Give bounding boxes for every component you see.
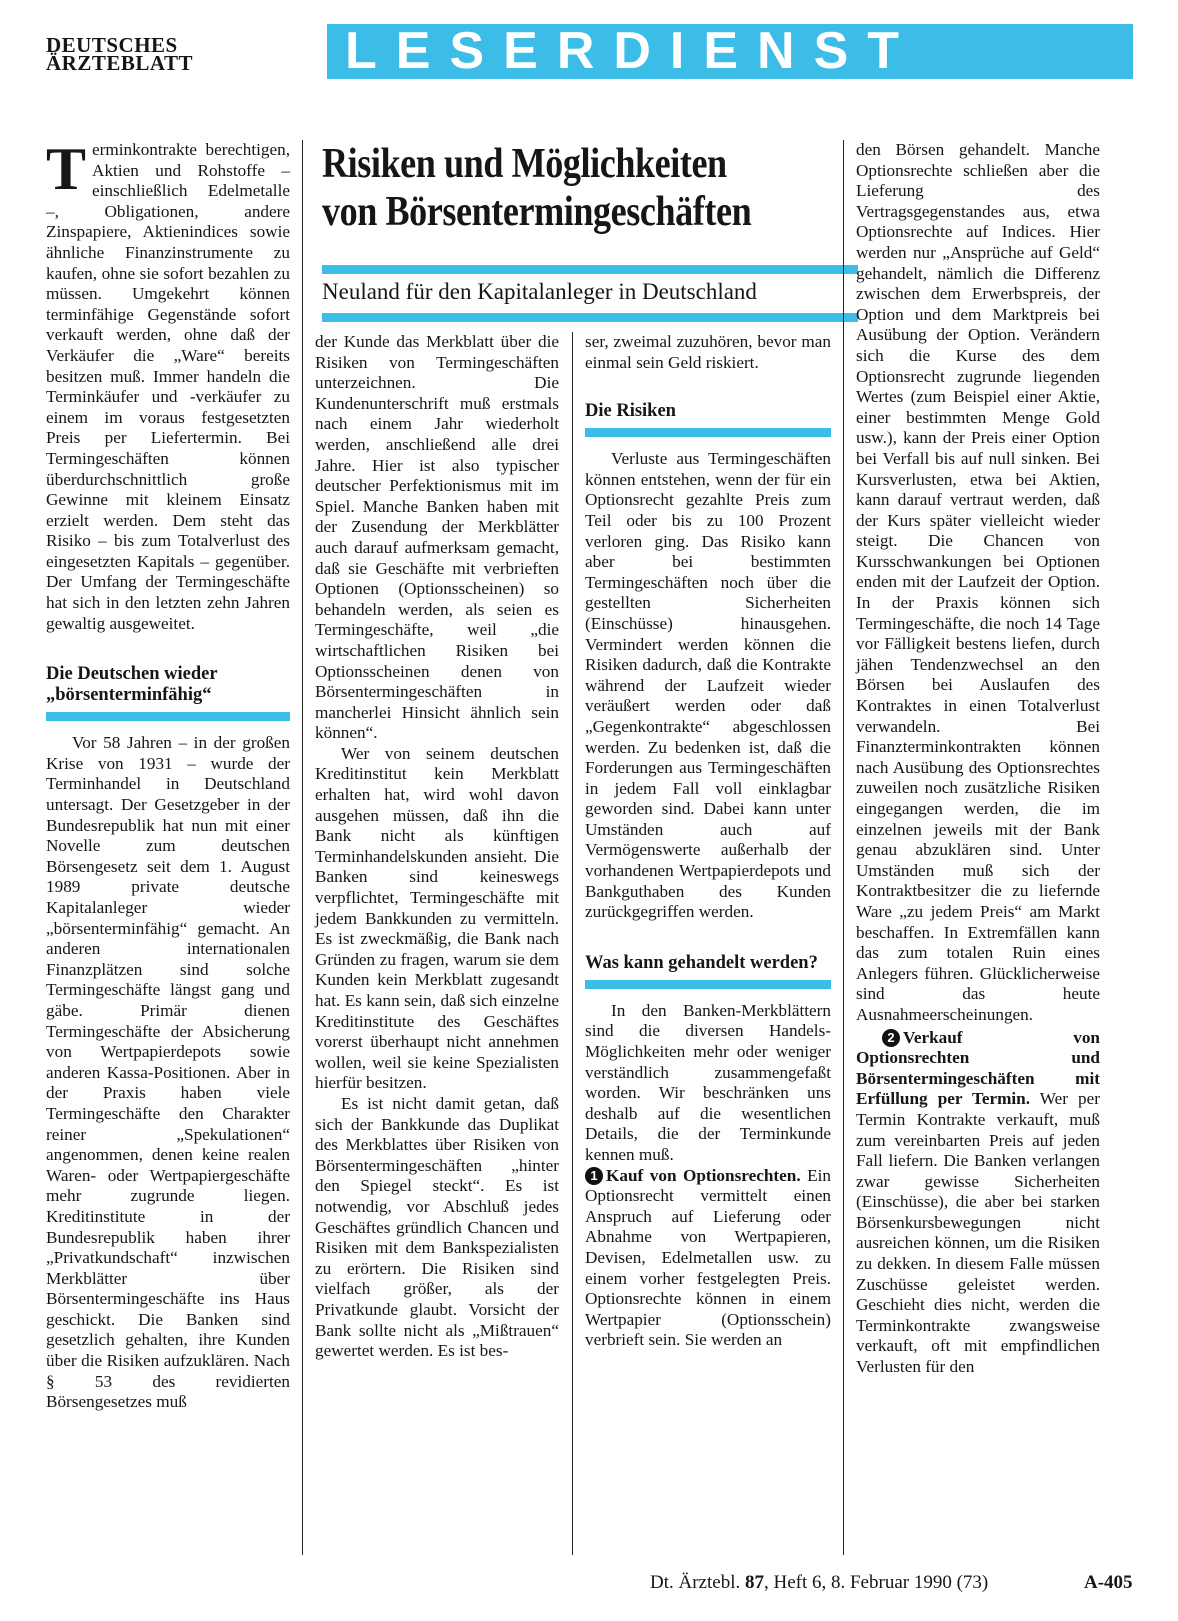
citation-prefix: Dt. Ärztebl. bbox=[650, 1572, 745, 1593]
drop-cap: T bbox=[46, 136, 87, 202]
title-line2: von Börsentermingeschäften bbox=[322, 189, 752, 235]
paragraph: Es ist nicht damit getan, daß sich der Bankkunde das Duplikat des Merkblattes über Risiken von Börsentermingeschäften „hinter den Spiegel steckt“. Es ist notwendig, vor Abschluß jedes Geschäftes gründlich Chancen und Risiken mit dem Bankspezialisten zu erörtern. Die Risiken sind vielfach größer, als der Privatkunde glaubt. Vorsicht der Bank sollte nicht als „Mißtrauen“ gewertet werden. Es ist bes- bbox=[315, 1093, 559, 1361]
paragraph: ser, zweimal zuzuhören, bevor man einmal sein Geld riskiert. bbox=[585, 332, 831, 372]
number-badge: 1 bbox=[585, 1167, 603, 1185]
page-number: A-405 bbox=[1084, 1572, 1133, 1593]
list-item-text: Ein Optionsrecht vermittelt einen Anspruch auf Lieferung oder Abnahme von Wertpapieren, Devisen, Edelmetallen usw. zu einem vorher festgelegten Preis. Optionsrechte können in einem Wertpapier (Optionsschein) verbrieft sein. Sie werden an bbox=[585, 1165, 831, 1350]
journal-logo bbox=[46, 33, 193, 75]
accent-bar bbox=[585, 980, 831, 989]
column-rule bbox=[572, 332, 573, 1555]
paragraph: den Börsen gehandelt. Manche Optionsrechte schließen aber die Lieferung des Vertragsgegenstandes aus, etwa Optionsrechte auf Indices. Hier werden nur „Ansprüche auf Geld“ gehandelt, nämlich die Differenz zwischen dem Erwerbspreis, der Option und dem Marktpreis bei Ausübung der Option. Verändern sich die Kurse des dem Optionsrecht zugrunde liegenden Wertes (zum Beispiel einer Aktie, einer bestimmten Menge Gold usw.), kann der Preis einer Option bei Verfall bis auf null sinken. Bei Kursverlusten, etwa bei Aktien, kann darauf vertraut werden, daß der Kurs später vielleicht wieder steigt. Die Chancen von Kursschwankungen bei Optionen enden mit der Laufzeit der Option. In der Praxis können sich Termingeschäfte, die noch 14 Tage vor Fälligkeit bestens liefen, durch jähen Tendenzwechsel an den Börsen bei Auslaufen des Kontraktes in einen Totalverlust verwandeln. Bei Finanzterminkontrakten können nach Ausübung des Optionsrechtes zuweilen noch zusätzliche Risiken eingegangen werden, die im einzelnen jeweils mit der Bank genau abzuklären sind. Unter Umständen muß sich der Kontraktbesitzer die zu liefernde Ware „zu jedem Preis“ am Markt beschaffen. In Extremfällen kann das zum totalen Ruin eines Anlegers führen. Glücklicherweise sind das heute Ausnahmeerscheinungen. bbox=[856, 140, 1100, 1024]
list-item-heading: Verkauf von Optionsrechten und Börsentermingeschäften mit Erfüllung per Termin. bbox=[856, 1027, 1100, 1109]
paragraph: In den Banken-Merkblättern sind die diversen Handels-Möglichkeiten mehr oder weniger verständlich zusammengefaßt worden. Wir beschränken uns deshalb auf die wesentlichen Details, die der Terminkunde kennen muß. bbox=[585, 1000, 831, 1164]
column-4 bbox=[856, 140, 1100, 1378]
subheading-handel: Was kann gehandelt werden? bbox=[585, 952, 818, 973]
column-2 bbox=[315, 332, 559, 1362]
citation-footer bbox=[650, 1572, 988, 1594]
paragraph: Wer von seinem deutschen Kreditinstitut kein Merkblatt erhalten hat, wird wohl davon ausgehen müssen, daß ihn die Bank nicht als künftigen Terminhandelskunden ansieht. Die Banken sind keineswegs verpflichtet, Termingeschäfte mit jedem Bankkunden zu vermitteln. Es ist zweckmäßig, die Bank nach Gründen zu fragen, warum sie dem Kunden kein Merkblatt zugesandt hat. Es kann sein, daß sich einzelne Kreditinstitute des Geschäftes vorerst überhaupt nicht annehmen wollen, weil sie keine Spezialisten hierfür besitzen. bbox=[315, 743, 559, 1093]
section-banner bbox=[327, 24, 1133, 79]
list-item-2 bbox=[856, 1028, 1100, 1378]
list-item-text: Wer per Termin Kontrakte verkauft, muß zum vereinbarten Preis auf jeden Fall liefern. Die Banken verlangen zwar gewisse Sicherheiten (Einschüsse), die aber bei starken Börsenkursbewegungen nicht ausreichen können, um die Risiken zu dekken. In diesem Falle müssen Zuschüsse geleistet werden. Geschieht dies nicht, werden die Terminkontrakte zwangsweise verkauft, oft mit empfindlichen Verlusten für den bbox=[856, 1089, 1100, 1377]
citation-suffix: , Heft 6, 8. Februar 1990 (73) bbox=[763, 1572, 989, 1593]
column-rule bbox=[302, 140, 303, 1555]
number-badge: 2 bbox=[882, 1029, 900, 1047]
list-item-heading: Kauf von Optionsrechten. bbox=[606, 1165, 801, 1185]
column-3 bbox=[585, 332, 831, 1351]
subheading-risiken: Die Risiken bbox=[585, 401, 676, 422]
citation-volume: 87 bbox=[744, 1572, 764, 1593]
logo-line2: ÄRZTEBLATT bbox=[46, 51, 193, 75]
title-line1: Risiken und Möglichkeiten bbox=[322, 141, 727, 187]
subtitle-accent-bar bbox=[322, 313, 858, 322]
accent-bar bbox=[585, 428, 831, 437]
logo-line1: DEUTSCHES bbox=[46, 33, 178, 57]
intro-text: erminkontrakte berechtigen, Aktien und Rohstoffe – einschließlich Edelmetalle –, Obligationen, andere Zinspapiere, Aktienindices sowie ähnliche Finanzinstrumente zu kaufen, ohne sie sofort bezahlen zu müssen. Umgekehrt können terminfähige Gegenstände sofort verkauft werden, ohne daß der Verkäufer die „Ware“ bereits besitzen muß. Immer handeln die Terminkäufer und -verkäufer zu einem im voraus festgesetzten Preis per Liefertermin. Bei Termingeschäften können überdurchschnittlich große Gewinne mit kleinem Einsatz erzielt werden. Dem steht das Risiko – bis zum Totalverlust des eingesetzten Kapitals – gegenüber. Der Umfang der Termingeschäfte hat sich in den letzten zehn Jahren gewaltig ausgeweitet. bbox=[46, 140, 290, 633]
paragraph: Vor 58 Jahren – in der großen Krise von 1931 – wurde der Terminhandel in Deutschland untersagt. Der Gesetzgeber in der Bundesrepublik hat nun mit einer Novelle zum deutschen Börsengesetz seit dem 1. August 1989 private deutsche Kapitalanleger wieder „börsenterminfähig“ gemacht. An anderen internationalen Finanzplätzen sind solche Termingeschäfte längst gang und gäbe. Primär dienen Termingeschäfte der Absicherung von Wertpapierdepots sowie anderen Kassa-Positionen. Aber in der Praxis haben viele Termingeschäfte den Charakter reiner „Spekulationen“ angenommen, denen keine realen Waren- oder Wertpapiergeschäfte mehr zugrunde liegen. Kreditinstitute in der Bundesrepublik haben ihrer „Privatkundschaft“ inzwischen Merkblätter über Börsentermingeschäfte ins Haus geschickt. Die Banken sind gesetzlich gehalten, ihre Kunden über die Risiken aufzuklären. Nach § 53 des revidierten Börsengesetzes muß bbox=[46, 733, 290, 1412]
article-title bbox=[322, 140, 786, 236]
section-title: LESERDIENST bbox=[345, 22, 919, 80]
title-accent-bar bbox=[322, 265, 858, 274]
paragraph: Verluste aus Termingeschäften können entstehen, wenn der für ein Optionsrecht gezahlte Preis zum Teil oder bis zu 100 Prozent verloren ging. Das Risiko kann aber bei bestimmten Termingeschäften noch über die gestellten Sicherheiten (Einschüsse) hinausgehen. Vermindert werden können die Risiken dadurch, daß die Kontrakte während der Laufzeit wieder veräußert werden oder daß „Gegenkontrakte“ abgeschlossen werden. Zu bedenken ist, daß die Forderungen aus Termingeschäften in jedem Fall voll einklagbar geworden sind. Dabei kann unter Umständen auch auf Vermögenswerte außerhalb der vorhandenen Wertpapierdepots und Bankguthaben des Kunden zurückgegriffen werden. bbox=[585, 449, 831, 922]
paragraph: der Kunde das Merkblatt über die Risiken von Termingeschäften unterzeichnen. Die Kundenunterschrift muß erstmals nach einem Jahr wiederholt werden, anschließend alle drei Jahre. Hier ist also typischer deutscher Perfektionismus mit im Spiel. Manche Banken haben mit der Zusendung der Merkblätter auch darauf aufmerksam gemacht, daß sie Geschäfte mit verbrieften Optionen (Optionsscheinen) so behandeln werden, als seien es Termingeschäfte, weil „die wirtschaftlichen Risiken bei Optionsscheinen denen von Börsentermingeschäften in mancherlei Hinsicht ähnlich sein können“. bbox=[315, 332, 559, 743]
article-subtitle: Neuland für den Kapitalanleger in Deutschland bbox=[322, 279, 757, 304]
column-rule bbox=[843, 140, 844, 1555]
accent-bar bbox=[46, 712, 290, 721]
list-item-1 bbox=[585, 1166, 831, 1351]
subheading-boersenterminfaehig: Die Deutschen wieder „börsenterminfähig“ bbox=[46, 664, 218, 706]
column-1 bbox=[46, 136, 290, 1413]
